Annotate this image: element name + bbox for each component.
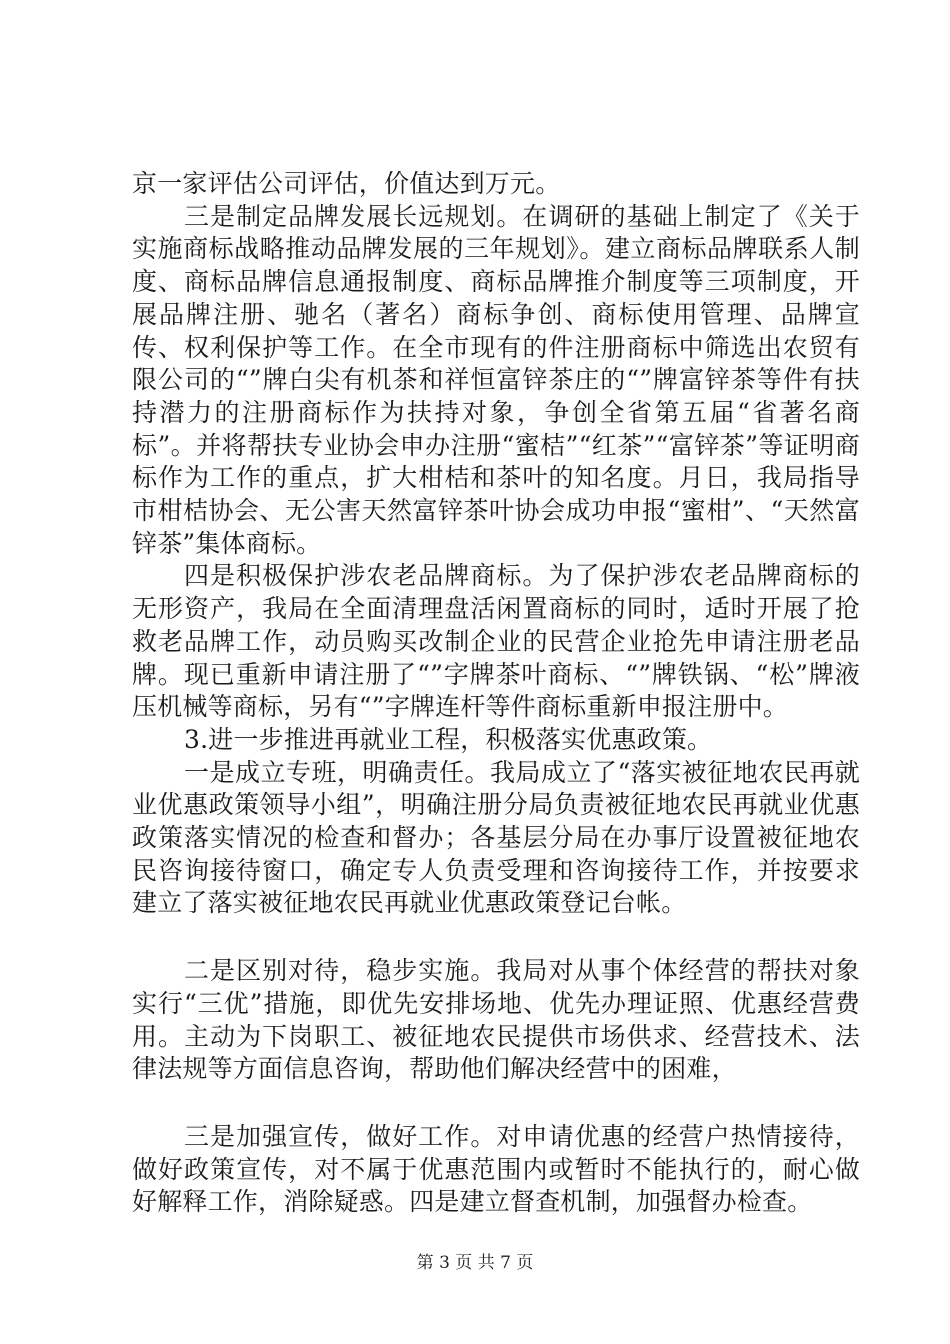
paragraph-differentiated-treatment: 二是区别对待，稳步实施。我局对从事个体经营的帮扶对象实行“三优”措施，即优先安排场地、优先办理证照、优惠经营费用。主动为下岗职工、被征地农民提供市场供求、经营技术、法律法规等方面信息咨询，帮助他们解决经营中的困难，	[132, 956, 860, 1084]
paragraph-task-force: 一是成立专班，明确责任。我局成立了“落实被征地农民再就业优惠政策领导小组”，明确注册分局负责被征地农民再就业优惠政策落实情况的检查和督办；各基层分局在办事厅设置被征地农民咨询接待窗口，确定专人负责受理和咨询接待工作，并按要求建立了落实被征地农民再就业优惠政策登记台帐。	[132, 757, 860, 918]
paragraph-continuation: 京一家评估公司评估，价值达到万元。	[132, 169, 561, 198]
paragraph-publicity: 三是加强宣传，做好工作。对申请优惠的经营户热情接待，做好政策宣传，对不属于优惠范围内或暂时不能执行的，耐心做好解释工作，消除疑惑。四是建立督查机制，加强督办检查。	[132, 1121, 860, 1217]
section-heading-reemployment: 3.进一步推进再就业工程，积极落实优惠政策。	[184, 724, 713, 754]
page-footer: 第 3 页 共 7 页	[416, 1253, 534, 1273]
paragraph-old-brand-protection: 四是积极保护涉农老品牌商标。为了保护涉农老品牌商标的无形资产，我局在全面清理盘活闲置商标的同时，适时开展了抢救老品牌工作，动员购买改制企业的民营企业抢先申请注册老品牌。现已重新申请注册了“”字牌茶叶商标、“”牌铁锅、“松”牌液压机械等商标，另有“”字牌连杆等件商标重新申报注册中。	[132, 561, 860, 722]
paragraph-brand-plan: 三是制定品牌发展长远规划。在调研的基础上制定了《关于实施商标战略推动品牌发展的三年规划》。建立商标品牌联系人制度、商标品牌信息通报制度、商标品牌推介制度等三项制度，开展品牌注册、驰名（著名）商标争创、商标使用管理、品牌宣传、权利保护等工作。在全市现有的件注册商标中筛选出农贸有限公司的“”牌白尖有机茶和祥恒富锌茶庄的“”牌富锌茶等件有扶持潜力的注册商标作为扶持对象，争创全省第五届“省著名商标”。并将帮扶专业协会申办注册“蜜桔”“红茶”“富锌茶”等证明商标作为工作的重点，扩大柑桔和茶叶的知名度。月日，我局指导市柑桔协会、无公害天然富锌茶叶协会成功申报“蜜柑”、“天然富锌茶”集体商标。	[132, 201, 860, 558]
body-text	[132, 168, 860, 1219]
